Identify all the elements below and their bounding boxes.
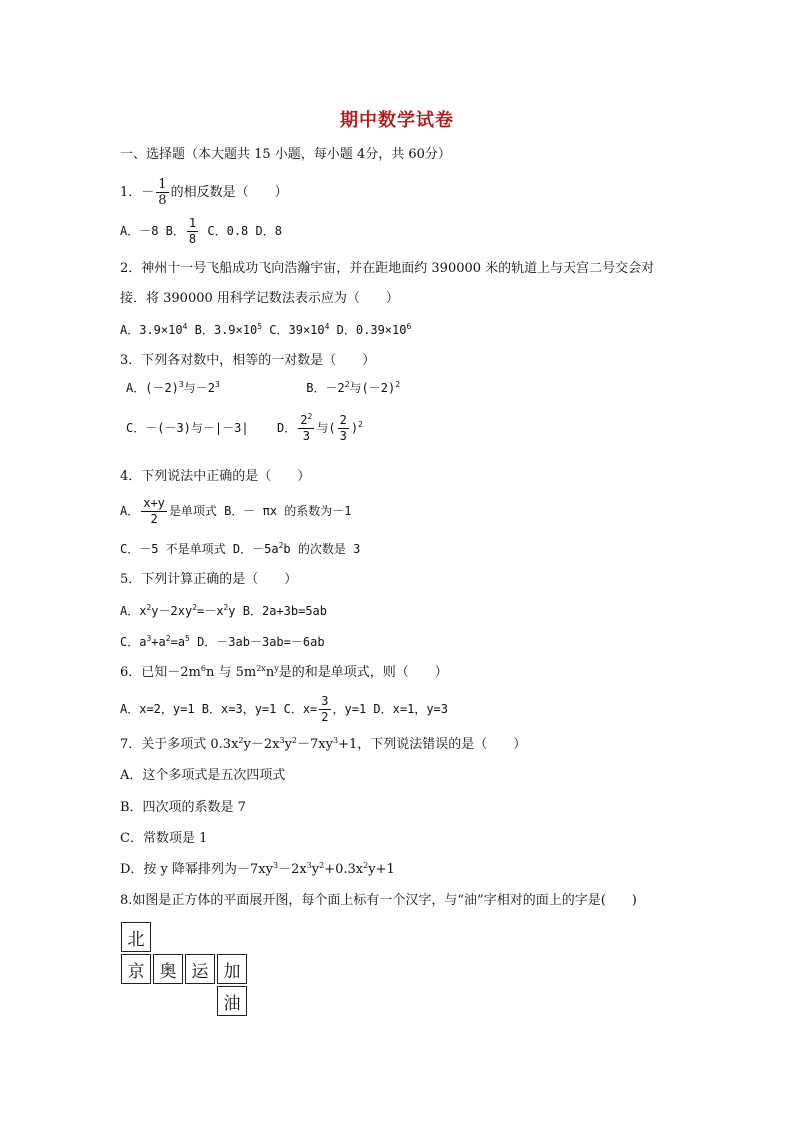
- q5-option-c-part3: =a: [170, 635, 186, 649]
- question-7-option-c: C．常数项是 1: [120, 831, 208, 846]
- exponent: 5: [257, 322, 263, 331]
- exponent: 3: [272, 861, 279, 870]
- q3-option-a: A．(－2): [126, 381, 179, 395]
- question-5-options-ab: [120, 602, 327, 620]
- question-6-options: [120, 694, 448, 725]
- question-3-options-ab: [126, 379, 400, 397]
- exponent: 3: [146, 634, 152, 643]
- question-2-line-1: 2．神州十一号飞船成功飞向浩瀚宇宙，并在距地面约 390000 米的轨道上与天宫二号交会对: [120, 261, 655, 276]
- q1-option-b-denominator: 8: [188, 232, 197, 246]
- q1-option-b-numerator: 1: [188, 216, 197, 230]
- q6-stem-part2: n 与 5m: [205, 665, 257, 680]
- q6-stem-part3: n: [265, 665, 275, 680]
- question-7: [120, 736, 526, 754]
- q2-option-d: D．0.39×10: [329, 323, 407, 337]
- q5-option-a: A．x: [120, 604, 147, 618]
- question-3: 3．下列各对数中，相等的一对数是（ ）: [120, 353, 376, 368]
- exponent: 2x: [256, 664, 266, 673]
- question-2-line-2: 接．将 390000 用科学记数法表示应为（ ）: [120, 291, 399, 306]
- q3-fraction-2-numerator: 2: [339, 413, 347, 427]
- q2-option-a: A．3.9×10: [120, 323, 183, 337]
- q3-fraction-1-base: 2: [300, 413, 308, 427]
- q6-fraction-denominator: 2: [321, 710, 329, 724]
- q4-option-a-rest: 是单项式 B．－ πx 的系数为－1: [168, 504, 352, 518]
- q6-stem-part4: 是的和是单项式，则（ ）: [278, 665, 448, 680]
- q1-fraction: [156, 177, 168, 208]
- question-6: [120, 664, 448, 682]
- q1-fraction-denominator: 8: [158, 193, 167, 208]
- q3-option-b: B．－2: [306, 381, 345, 395]
- q4-fraction-numerator: x+y: [143, 496, 165, 510]
- q4-fraction-denominator: 2: [150, 512, 158, 526]
- question-7-option-b: B．四次项的系数是 7: [120, 800, 246, 815]
- section-heading: 一、选择题（本大题共 15 小题，每小题 4分，共 60分）: [120, 147, 451, 162]
- exponent: 2: [192, 603, 198, 612]
- q3-fraction-2: [338, 413, 349, 444]
- q3-option-b-part2: 与(－2): [349, 381, 396, 395]
- q3-fraction-1: [298, 413, 314, 444]
- q3-fraction-2-denominator: 3: [339, 429, 347, 443]
- question-4: 4．下列说法中正确的是（ ）: [120, 469, 311, 484]
- q3-fraction-1-denominator: 3: [302, 429, 310, 443]
- q3-option-d-mid: 与(: [316, 421, 336, 435]
- q3-option-a-part2: 与－2: [183, 381, 215, 395]
- question-1-options: [120, 216, 282, 247]
- q7-stem-part3: y: [284, 737, 292, 752]
- cube-face-bei: 北: [121, 922, 151, 952]
- exponent: 2: [395, 380, 401, 389]
- question-4-options-cd: [120, 540, 360, 558]
- q2-option-c: C．39×10: [262, 323, 325, 337]
- question-7-option-d: [120, 861, 395, 879]
- q1-number: 1．－: [120, 185, 155, 200]
- exponent: 5: [185, 634, 190, 643]
- q5-option-b: y B．2a+3b=5ab: [228, 604, 327, 618]
- q1-options-cd: C．0.8 D．8: [200, 224, 282, 238]
- q6-options-abc: A．x=2，y=1 B．x=3，y=1 C．x=: [120, 702, 318, 716]
- q6-fraction-numerator: 3: [321, 694, 329, 708]
- q3-fraction-1-numerator: [298, 413, 314, 429]
- question-4-options-ab: [120, 496, 352, 527]
- cube-face-jing: 京: [121, 954, 151, 984]
- q7-option-d: D．按 y 降幂排列为－7xy: [120, 862, 273, 877]
- q3-option-c: C．－(－3)与－|－3|: [126, 421, 249, 435]
- question-1: [120, 177, 288, 208]
- q4-fraction: [141, 496, 167, 527]
- q7-option-d-part3: y: [311, 862, 320, 877]
- exponent: 6: [200, 664, 206, 673]
- q3-option-d: D．: [277, 421, 297, 435]
- q3-option-d-end: ): [350, 421, 359, 435]
- exponent: 4: [324, 322, 330, 331]
- q7-stem-part5: +1，下列说法错误的是（ ）: [338, 737, 527, 752]
- q4-option-c: C．－5 不是单项式 D．－5a: [120, 542, 279, 556]
- exponent: 6: [406, 322, 412, 331]
- q1-option-a: A．－8 B．: [120, 224, 185, 238]
- q7-option-d-part2: －2x: [278, 862, 307, 877]
- exponent: 3: [306, 861, 312, 870]
- q7-stem-part4: －7xy: [297, 737, 333, 752]
- q1-fraction-numerator: 1: [158, 177, 167, 192]
- exponent: 4: [182, 322, 188, 331]
- exponent: 3: [279, 736, 285, 745]
- q6-fraction: [319, 694, 330, 725]
- q6-options-cd: ，y=1 D．x=1，y=3: [332, 702, 448, 716]
- question-2-options: [120, 321, 411, 339]
- exponent: 2: [223, 603, 229, 612]
- exponent: 2: [278, 541, 284, 550]
- q6-stem: 6．已知－2m: [120, 665, 201, 680]
- q1-option-b-fraction: [187, 216, 198, 247]
- page-title: 期中数学试卷: [340, 110, 454, 131]
- exponent: 2: [165, 634, 171, 643]
- q4-option-d: b 的次数是 3: [283, 542, 361, 556]
- exponent: 2: [319, 861, 325, 870]
- q1-text: 的相反数是（ ）: [170, 185, 288, 200]
- q5-option-a-part3: =－x: [197, 604, 224, 618]
- exponent: 2: [363, 861, 369, 870]
- question-8: 8.如图是正方体的平面展开图，每个面上标有一个汉字，与“油”字相对的面上的字是( ): [120, 893, 637, 908]
- cube-face-jia: 加: [217, 954, 247, 984]
- q2-option-b: B．3.9×10: [187, 323, 258, 337]
- question-5: 5．下列计算正确的是（ ）: [120, 572, 298, 587]
- question-7-option-a: A．这个多项式是五次四项式: [120, 768, 286, 783]
- exponent: 2: [307, 412, 313, 421]
- question-3-options-cd: [126, 413, 363, 444]
- exponent: 3: [214, 380, 220, 389]
- exponent: 2: [358, 420, 363, 429]
- cube-net-figure: [121, 922, 251, 1018]
- exponent: 3: [178, 380, 184, 389]
- q4-option-a: A．: [120, 504, 140, 518]
- exponent: 2: [291, 736, 298, 745]
- q7-option-d-part5: y+1: [368, 862, 395, 877]
- exponent: 3: [332, 736, 339, 745]
- question-5-options-cd: [120, 633, 325, 651]
- exponent: 2: [146, 603, 152, 612]
- q5-option-d: D．－3ab－3ab=－6ab: [189, 635, 325, 649]
- exponent: 2: [238, 736, 244, 745]
- cube-face-yun: 运: [185, 954, 215, 984]
- q5-option-a-part2: y－2xy: [151, 604, 193, 618]
- exponent: y: [274, 664, 279, 673]
- cube-face-you: 油: [217, 986, 247, 1016]
- q5-option-c-part2: +a: [151, 635, 166, 649]
- q7-option-d-part4: +0.3x: [324, 862, 364, 877]
- q7-stem-part2: y－2x: [243, 737, 280, 752]
- q5-option-c: C．a: [120, 635, 147, 649]
- exponent: 2: [344, 380, 350, 389]
- cube-face-ao: 奥: [153, 954, 183, 984]
- q7-stem: 7．关于多项式 0.3x: [120, 737, 239, 752]
